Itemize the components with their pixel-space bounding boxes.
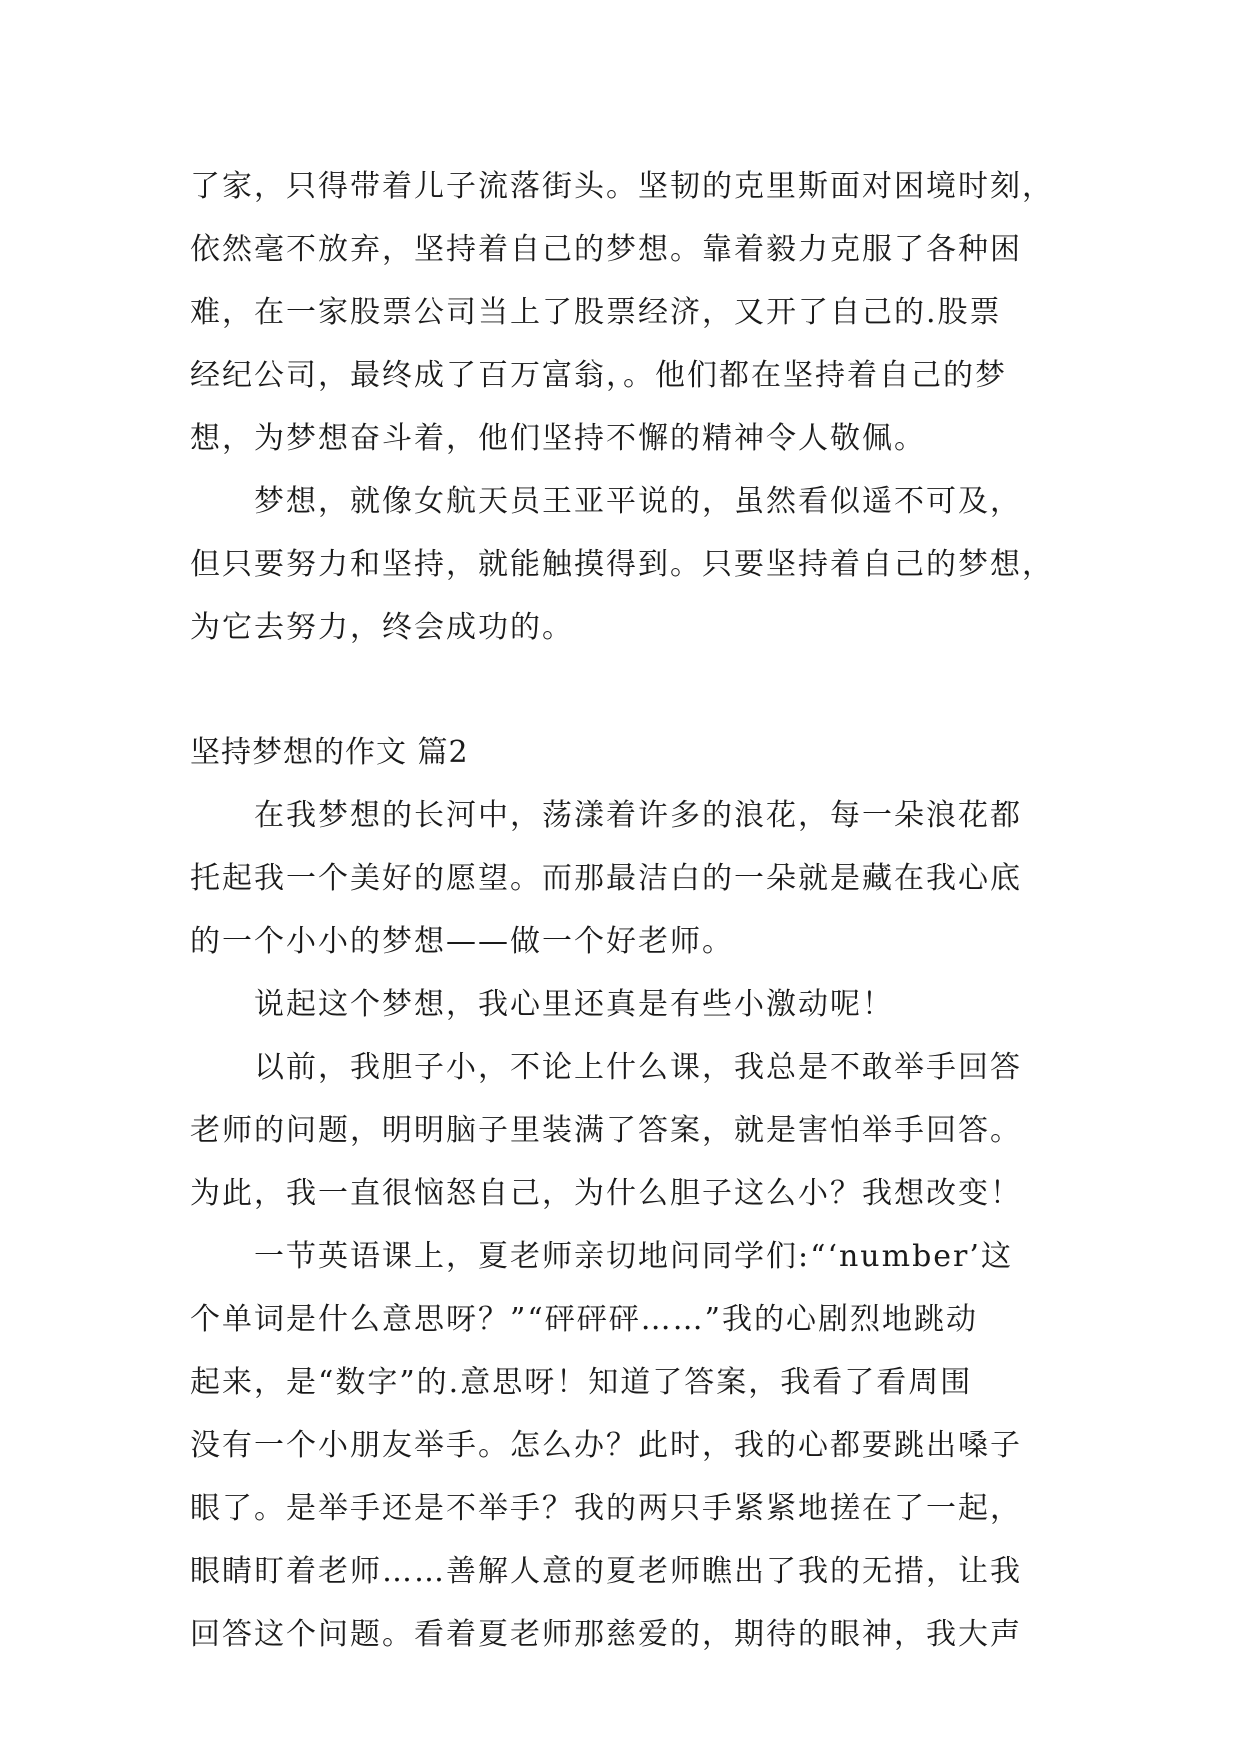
text-line: 眼了。是举手还是不举手？我的两只手紧紧地搓在了一起，	[190, 1491, 1022, 1526]
text-line: 以前，我胆子小，不论上什么课，我总是不敢举手回答	[254, 1050, 1022, 1085]
text-line: 回答这个问题。看着夏老师那慈爱的，期待的眼神，我大声	[190, 1617, 1022, 1652]
text-line: 老师的问题，明明脑子里装满了答案，就是害怕举手回答。	[190, 1113, 1022, 1148]
paragraph-4	[190, 1225, 1070, 1666]
text-line: 没有一个小朋友举手。怎么办？此时，我的心都要跳出嗓子	[190, 1428, 1022, 1463]
paragraph-continued	[190, 155, 1070, 470]
text-line: 个单词是什么意思呀？”“砰砰砰……”我的心剧烈地跳动	[190, 1302, 979, 1337]
document-body	[190, 155, 1070, 1666]
text-line: 梦想，就像女航天员王亚平说的，虽然看似遥不可及，	[254, 484, 1022, 519]
text-line: 想，为梦想奋斗着，他们坚持不懈的精神令人敬佩。	[190, 421, 926, 456]
text-line: 一节英语课上，夏老师亲切地问同学们:“‘number’这	[254, 1239, 1013, 1274]
text-line: 经纪公司，最终成了百万富翁，。他们都在坚持着自己的梦	[190, 358, 1007, 393]
essay-heading: 坚持梦想的作文 篇2	[190, 735, 469, 770]
paragraph-2	[190, 973, 1070, 1036]
paragraph-3	[190, 1036, 1070, 1225]
text-line: 说起这个梦想，我心里还真是有些小激动呢！	[254, 987, 894, 1022]
text-line: 在我梦想的长河中，荡漾着许多的浪花，每一朵浪花都	[254, 798, 1022, 833]
text-line: 为此，我一直很恼怒自己，为什么胆子这么小？我想改变！	[190, 1176, 1022, 1211]
text-line: 眼睛盯着老师……善解人意的夏老师瞧出了我的无措，让我	[190, 1554, 1022, 1589]
text-line: 了家，只得带着儿子流落街头。坚韧的克里斯面对困境时刻，	[190, 169, 1054, 204]
text-line: 为它去努力，终会成功的。	[190, 610, 574, 645]
text-line: 的一个小小的梦想——做一个好老师。	[190, 924, 734, 959]
text-line: 依然毫不放弃，坚持着自己的梦想。靠着毅力克服了各种困	[190, 232, 1022, 267]
text-line: 托起我一个美好的愿望。而那最洁白的一朵就是藏在我心底	[190, 861, 1022, 896]
text-line: 难，在一家股票公司当上了股票经济，又开了自己的.股票	[190, 295, 1002, 330]
text-line: 起来，是“数字”的.意思呀！知道了答案，我看了看周围	[190, 1365, 973, 1400]
paragraph-conclusion	[190, 470, 1070, 659]
paragraph-1	[190, 784, 1070, 973]
text-line: 但只要努力和坚持，就能触摸得到。只要坚持着自己的梦想，	[190, 547, 1054, 582]
